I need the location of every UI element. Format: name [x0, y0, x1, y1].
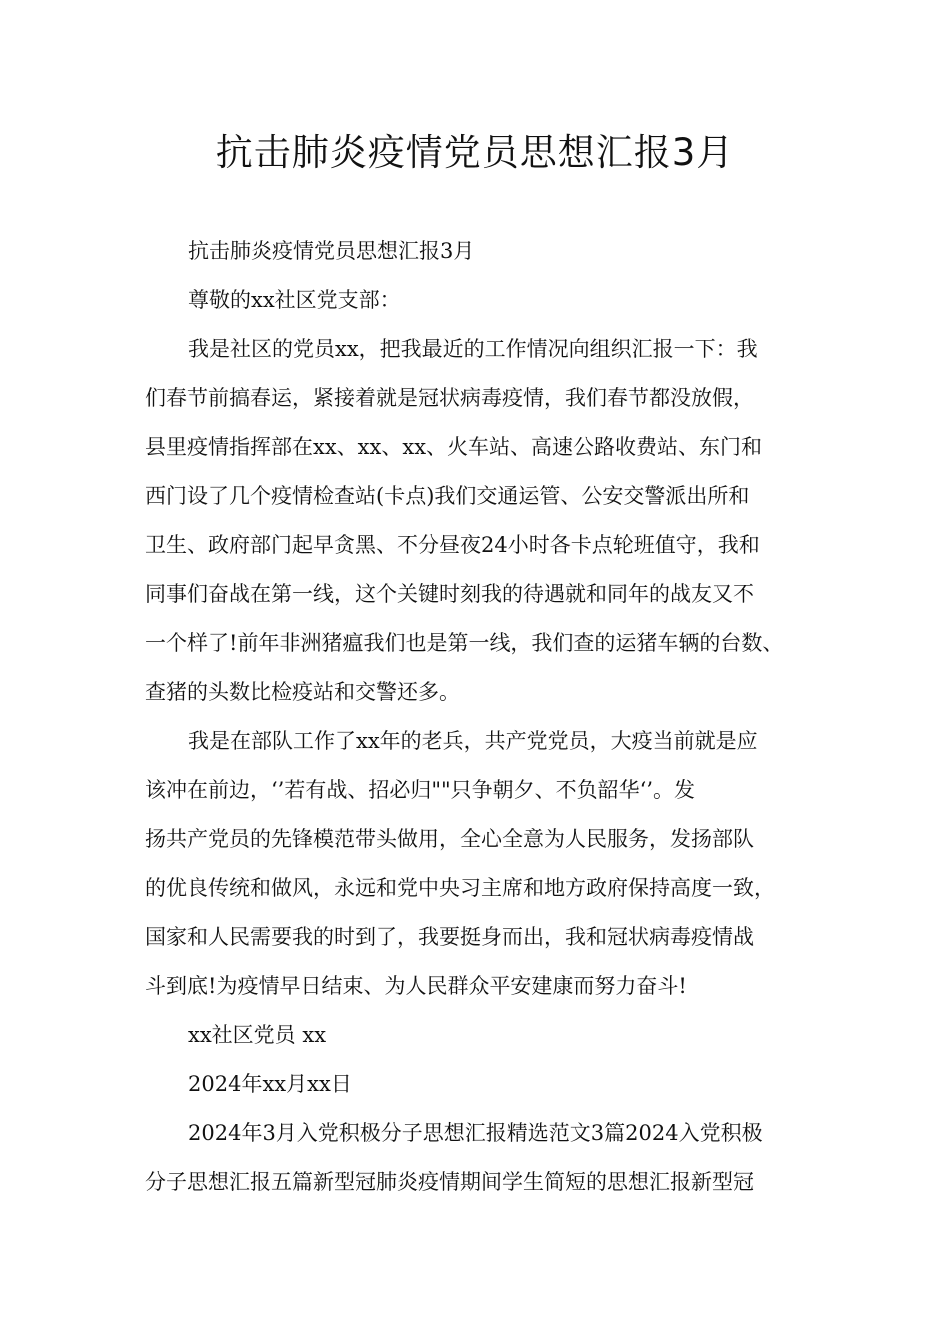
body-line: 同事们奋战在第一线，这个关键时刻我的待遇就和同年的战友又不 — [145, 582, 754, 606]
body-line: 的优良传统和做风，永远和党中央习主席和地方政府保持高度一致， — [145, 876, 775, 900]
body-line: 们春节前搞春运，紧接着就是冠状病毒疫情，我们春节都没放假， — [145, 386, 754, 410]
body-line: 扬共产党员的先锋模范带头做用，全心全意为人民服务，发扬部队 — [145, 827, 754, 851]
document-body — [145, 227, 805, 1207]
body-line: 卫生、政府部门起早贪黑、不分昼夜24小时各卡点轮班值守，我和 — [145, 533, 760, 557]
body-line: 西门设了几个疫情检查站(卡点)我们交通运管、公安交警派出所和 — [145, 484, 750, 508]
body-line: 斗到底!为疫情早日结束、为人民群众平安建康而努力奋斗! — [145, 974, 687, 998]
body-line: 该冲在前边，‘’若有战、招必归""只争朝夕、不负韶华‘’。发 — [145, 778, 696, 802]
body-line: 分子思想汇报五篇新型冠肺炎疫情期间学生简短的思想汇报新型冠 — [145, 1170, 754, 1194]
body-line: 国家和人民需要我的时到了，我要挺身而出，我和冠状病毒疫情战 — [145, 925, 754, 949]
document-title: 抗击肺炎疫情党员思想汇报3月 — [215, 131, 735, 174]
body-line: 我是在部队工作了xx年的老兵，共产党党员，大疫当前就是应 — [188, 729, 758, 753]
body-line: 查猪的头数比检疫站和交警还多。 — [145, 680, 460, 704]
body-line: 抗击肺炎疫情党员思想汇报3月 — [188, 239, 475, 263]
body-line: xx社区党员 xx — [188, 1023, 327, 1047]
body-line: 县里疫情指挥部在xx、xx、xx、火车站、高速公路收费站、东门和 — [145, 435, 763, 459]
body-line: 尊敬的xx社区党支部： — [188, 288, 401, 312]
body-line: 我是社区的党员xx，把我最近的工作情况向组织汇报一下：我 — [188, 337, 758, 361]
body-line: 2024年xx月xx日 — [188, 1072, 352, 1096]
body-line: 一个样了!前年非洲猪瘟我们也是第一线，我们查的运猪车辆的台数、 — [145, 631, 784, 655]
body-line: 2024年3月入党积极分子思想汇报精选范文3篇2024入党积极 — [188, 1121, 763, 1145]
